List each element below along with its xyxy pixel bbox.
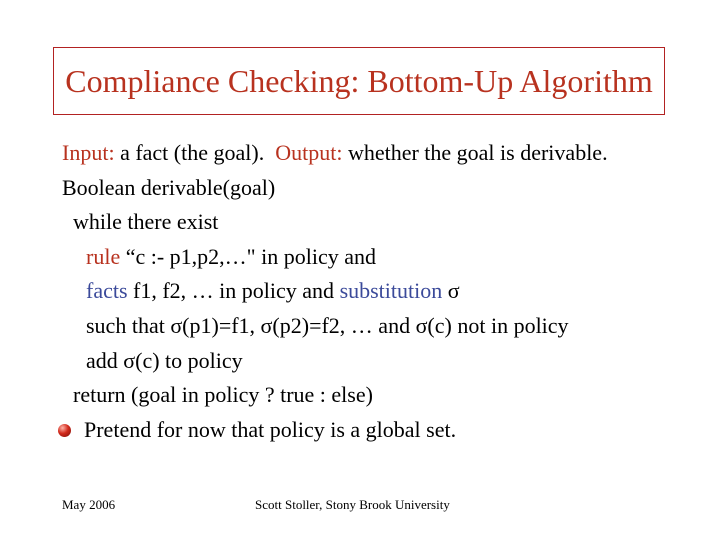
add-line: add σ(c) to policy — [86, 347, 243, 373]
input-text: a fact (the goal). — [114, 140, 276, 165]
output-text: whether the goal is derivable. — [342, 140, 608, 165]
rule-text: “c :- p1,p2,…" in policy and — [120, 243, 377, 269]
io-line — [62, 136, 608, 171]
bullet-icon — [58, 424, 71, 437]
title-box — [53, 47, 665, 115]
facts-keyword: facts — [86, 278, 128, 304]
facts-text: f1, f2, … in policy and — [127, 278, 340, 304]
input-label: Input: — [62, 140, 115, 165]
bullet-item — [58, 413, 608, 448]
bullet-text: Pretend for now that policy is a global set. — [84, 416, 457, 442]
slide-body — [62, 136, 608, 447]
footer-author: Scott Stoller, Stony Brook University — [255, 497, 450, 512]
while-line: while there exist — [73, 209, 219, 235]
substitution-text: σ — [442, 278, 460, 304]
facts-line — [62, 274, 608, 309]
slide-title: Compliance Checking: Bottom-Up Algorithm — [65, 62, 653, 99]
rule-line — [62, 240, 608, 275]
function-signature: Boolean derivable(goal) — [62, 174, 276, 200]
return-line: return (goal in policy ? true : else) — [73, 382, 373, 408]
output-label: Output: — [275, 140, 343, 165]
rule-keyword: rule — [86, 243, 121, 269]
substitution-keyword: substitution — [339, 278, 443, 304]
such-that-line: such that σ(p1)=f1, σ(p2)=f2, … and σ(c) not in policy — [86, 312, 569, 338]
footer-date: May 2006 — [62, 497, 116, 512]
